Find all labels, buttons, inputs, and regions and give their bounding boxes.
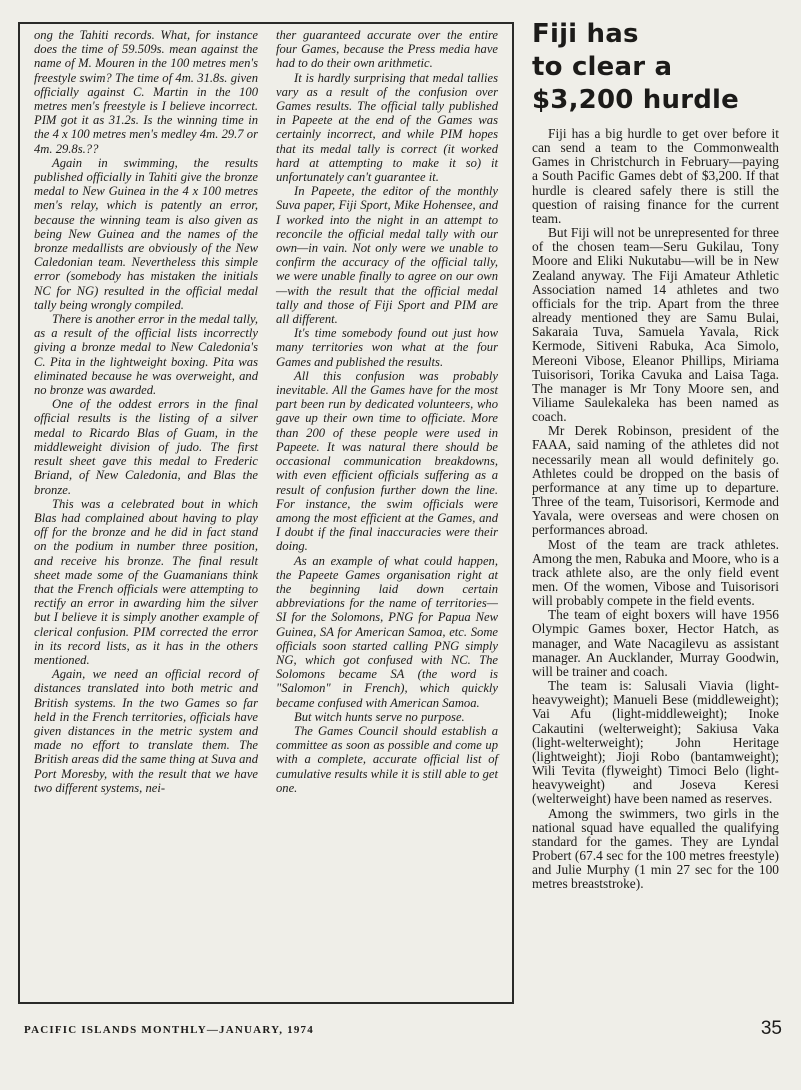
right-article	[532, 18, 779, 891]
paragraph: Fiji has a big hurdle to get over before it can send a team to the Commonwealth Games in Christchurch in February—paying a South Pacific Games debt of $3,200. If that hurdle is cleared safely there is still the question of raising finance for the current team.	[532, 126, 779, 226]
paragraph: One of the oddest errors in the final official results is the listing of a silver medal to Ricardo Blas of Guam, in the middleweight division of judo. The first result sheet gave this medal to Frederic Briand, of New Caledonia, and Blas the bronze.	[34, 397, 258, 497]
paragraph: Most of the team are track athletes. Among the men, Rabuka and Moore, who is a track athlete also, are the only field event men. Of the women, Vibose and Tuisorisori will probably compete in the field events.	[532, 536, 779, 609]
paragraph: ong the Tahiti records. What, for instance does the time of 59.509s. mean against the name of M. Mouren in the 100 metres men's freestyle swim? The time of 4m. 31.8s. given officially against C. Martin in the 100 metres men's freestyle is I believe incorrect. PIM got it as 31.2s. Is the winning time in the 4 x 100 metres men's medley 4m. 29.7 or 4m. 29.8s.??	[34, 28, 258, 156]
headline-line: $3,200 hurdle	[532, 85, 739, 115]
paragraph: In Papeete, the editor of the monthly Suva paper, Fiji Sport, Mike Hohensee, and I worked into the night in an attempt to reconcile the official medal tally with our own—in vain. Not only were we unable to confirm the accuracy of the official tally, we were unable finally to agree on our own —with the result that the official medal tally and those of Fiji Sport and PIM are all different.	[276, 184, 498, 327]
headline-line: Fiji has	[532, 19, 639, 49]
paragraph: The Games Council should establish a committee as soon as possible and come up with a complete, accurate official list of cumulative results while it is still able to get one.	[276, 723, 499, 795]
paragraph: Among the swimmers, two girls in the national squad have equalled the qualifying standard for the games. They are Lyndal Probert (67.4 sec for the 100 metres freestyle) and Julie Murphy (1 min 27 sec for the 100 metres breaststroke).	[532, 805, 779, 892]
left-article-column-2	[276, 28, 498, 795]
article-headline	[532, 18, 779, 117]
paragraph: As an example of what could happen, the Papeete Games organisation right at the beginning laid down certain abbreviations for the name of territories—SI for the Solomons, PNG for Papua New Guinea, SA for American Samoa, etc. Some officials soon started calling PNG simply NG, which got confused with NC. The Solomons became SA (the word is "Salomon" in French), which quickly became confused with American Samoa.	[276, 553, 498, 710]
paragraph: It's time somebody found out just how many territories won what at the four Games and published the results.	[276, 326, 498, 369]
page-number: 35	[760, 1018, 782, 1039]
paragraph: ther guaranteed accurate over the entire four Games, because the Press media have had to do their own arithmetic.	[276, 28, 498, 71]
paragraph: But Fiji will not be unrepresented for three of the chosen team—Seru Gukilau, Tony Moore and Eliki Nukutabu—will be in New Zealand anyway. The Fiji Amateur Athletic Association named 14 athletes and two officials for the trip. Apart from the three already mentioned they are Samu Bulai, Sakaraia Tuva, Samuela Yavala, Rick Kermode, Sitiveni Rabuka, Aca Simolo, Mereoni Vibose, Eleanor Phillips, Miriama Tuisorisori, Torika Cavuka and Laisa Taga. The manager is Mr Tony Moore sen, and Viliame Saulekaleka has been named as coach.	[532, 225, 779, 425]
paragraph: Again, we need an official record of distances translated into both metric and British systems. In the two Games so far held in the French territories, officials have given distances in the metric system and made no effort to translate them. The British areas did the same thing at Suva and Port Moresby, with the result that we have two different systems, nei-	[34, 667, 258, 795]
paragraph: The team is: Salusali Viavia (light-heavyweight); Manueli Bese (middleweight); Vai Afu (light-middleweight); Inoke Cakautini (welterweight); Sakiusa Vaka (light-welterweight); John Heritage (lightweight); Jioji Robo (bantamweight); Wili Tevita (flyweight) Timoci Belo (light-heavyweight) and Joseva Keresi (welterweight) have been named as reserves.	[532, 678, 779, 807]
page-footer	[24, 1020, 784, 1044]
paragraph: All this confusion was probably inevitable. All the Games have for the most part been run by dedicated volunteers, who gave up their own time to officiate. More than 200 of these people were used in Papeete. It was natural there should be occasional communication breakdowns, with even efficient officials suffering as a result of confusion further down the line. For instance, the swim officials were among the most efficient at the Games, and I doubt if the final inaccuracies were their doing.	[276, 368, 498, 554]
paragraph: Mr Derek Robinson, president of the FAAA, said naming of the athletes did not necessarily mean all would definitely go. Athletes could be dropped on the basis of performance at any time up to departure. Three of the team, Tuisorisori, Kermode and Yavala, were overseas and were chosen on performances abroad.	[532, 423, 779, 538]
paragraph: It is hardly surprising that medal tallies vary as a result of the confusion over Games results. The official tally published in Papeete at the end of the Games was certainly incorrect, and while PIM hopes that its medal tally is correct (it worked hard at attempting to make it so) it unfortunately can't guarantee it.	[276, 70, 498, 185]
paragraph: Again in swimming, the results published officially in Tahiti give the bronze medal to New Guinea in the 4 x 100 metres men's relay, which is patently an error, because the winning team is also given as being New Guinea and the names of the bronze medallists are obviously of the New Caledonian team. Nevertheless this simple error (somebody has mistaken the initials NC for NG) resulted in the official medal tally being wrongly compiled.	[34, 155, 258, 312]
paragraph: The team of eight boxers will have 1956 Olympic Games boxer, Hector Hatch, as manager, and Wate Nacagilevu as assistant manager. An Aucklander, Murray Goodwin, will be trainer and coach.	[532, 607, 779, 679]
paragraph: This was a celebrated bout in which Blas had complained about having to play off for the bronze and he did in fact stand on the podium in number three position, and receive his bronze. The final result sheet made some of the Guamanians think that the French officials were attempting to rectify an error in awarding him the silver but I believe it is simply another example of clerical confusion. PIM corrected the error in its record lists, as it has in the others mentioned.	[34, 496, 258, 667]
paragraph: There is another error in the medal tally, as a result of the official lists incorrectly giving a bronze medal to New Caledonia's C. Pita in the lightweight boxing. Pita was eliminated because he was overweight, and no bronze was awarded.	[34, 312, 258, 398]
paragraph: But witch hunts serve no purpose.	[294, 709, 465, 724]
headline-line: to clear a	[532, 52, 673, 82]
right-article-body	[532, 127, 779, 891]
left-article-column-1	[34, 28, 258, 795]
publication-line: PACIFIC ISLANDS MONTHLY—JANUARY, 1974	[24, 1024, 314, 1036]
